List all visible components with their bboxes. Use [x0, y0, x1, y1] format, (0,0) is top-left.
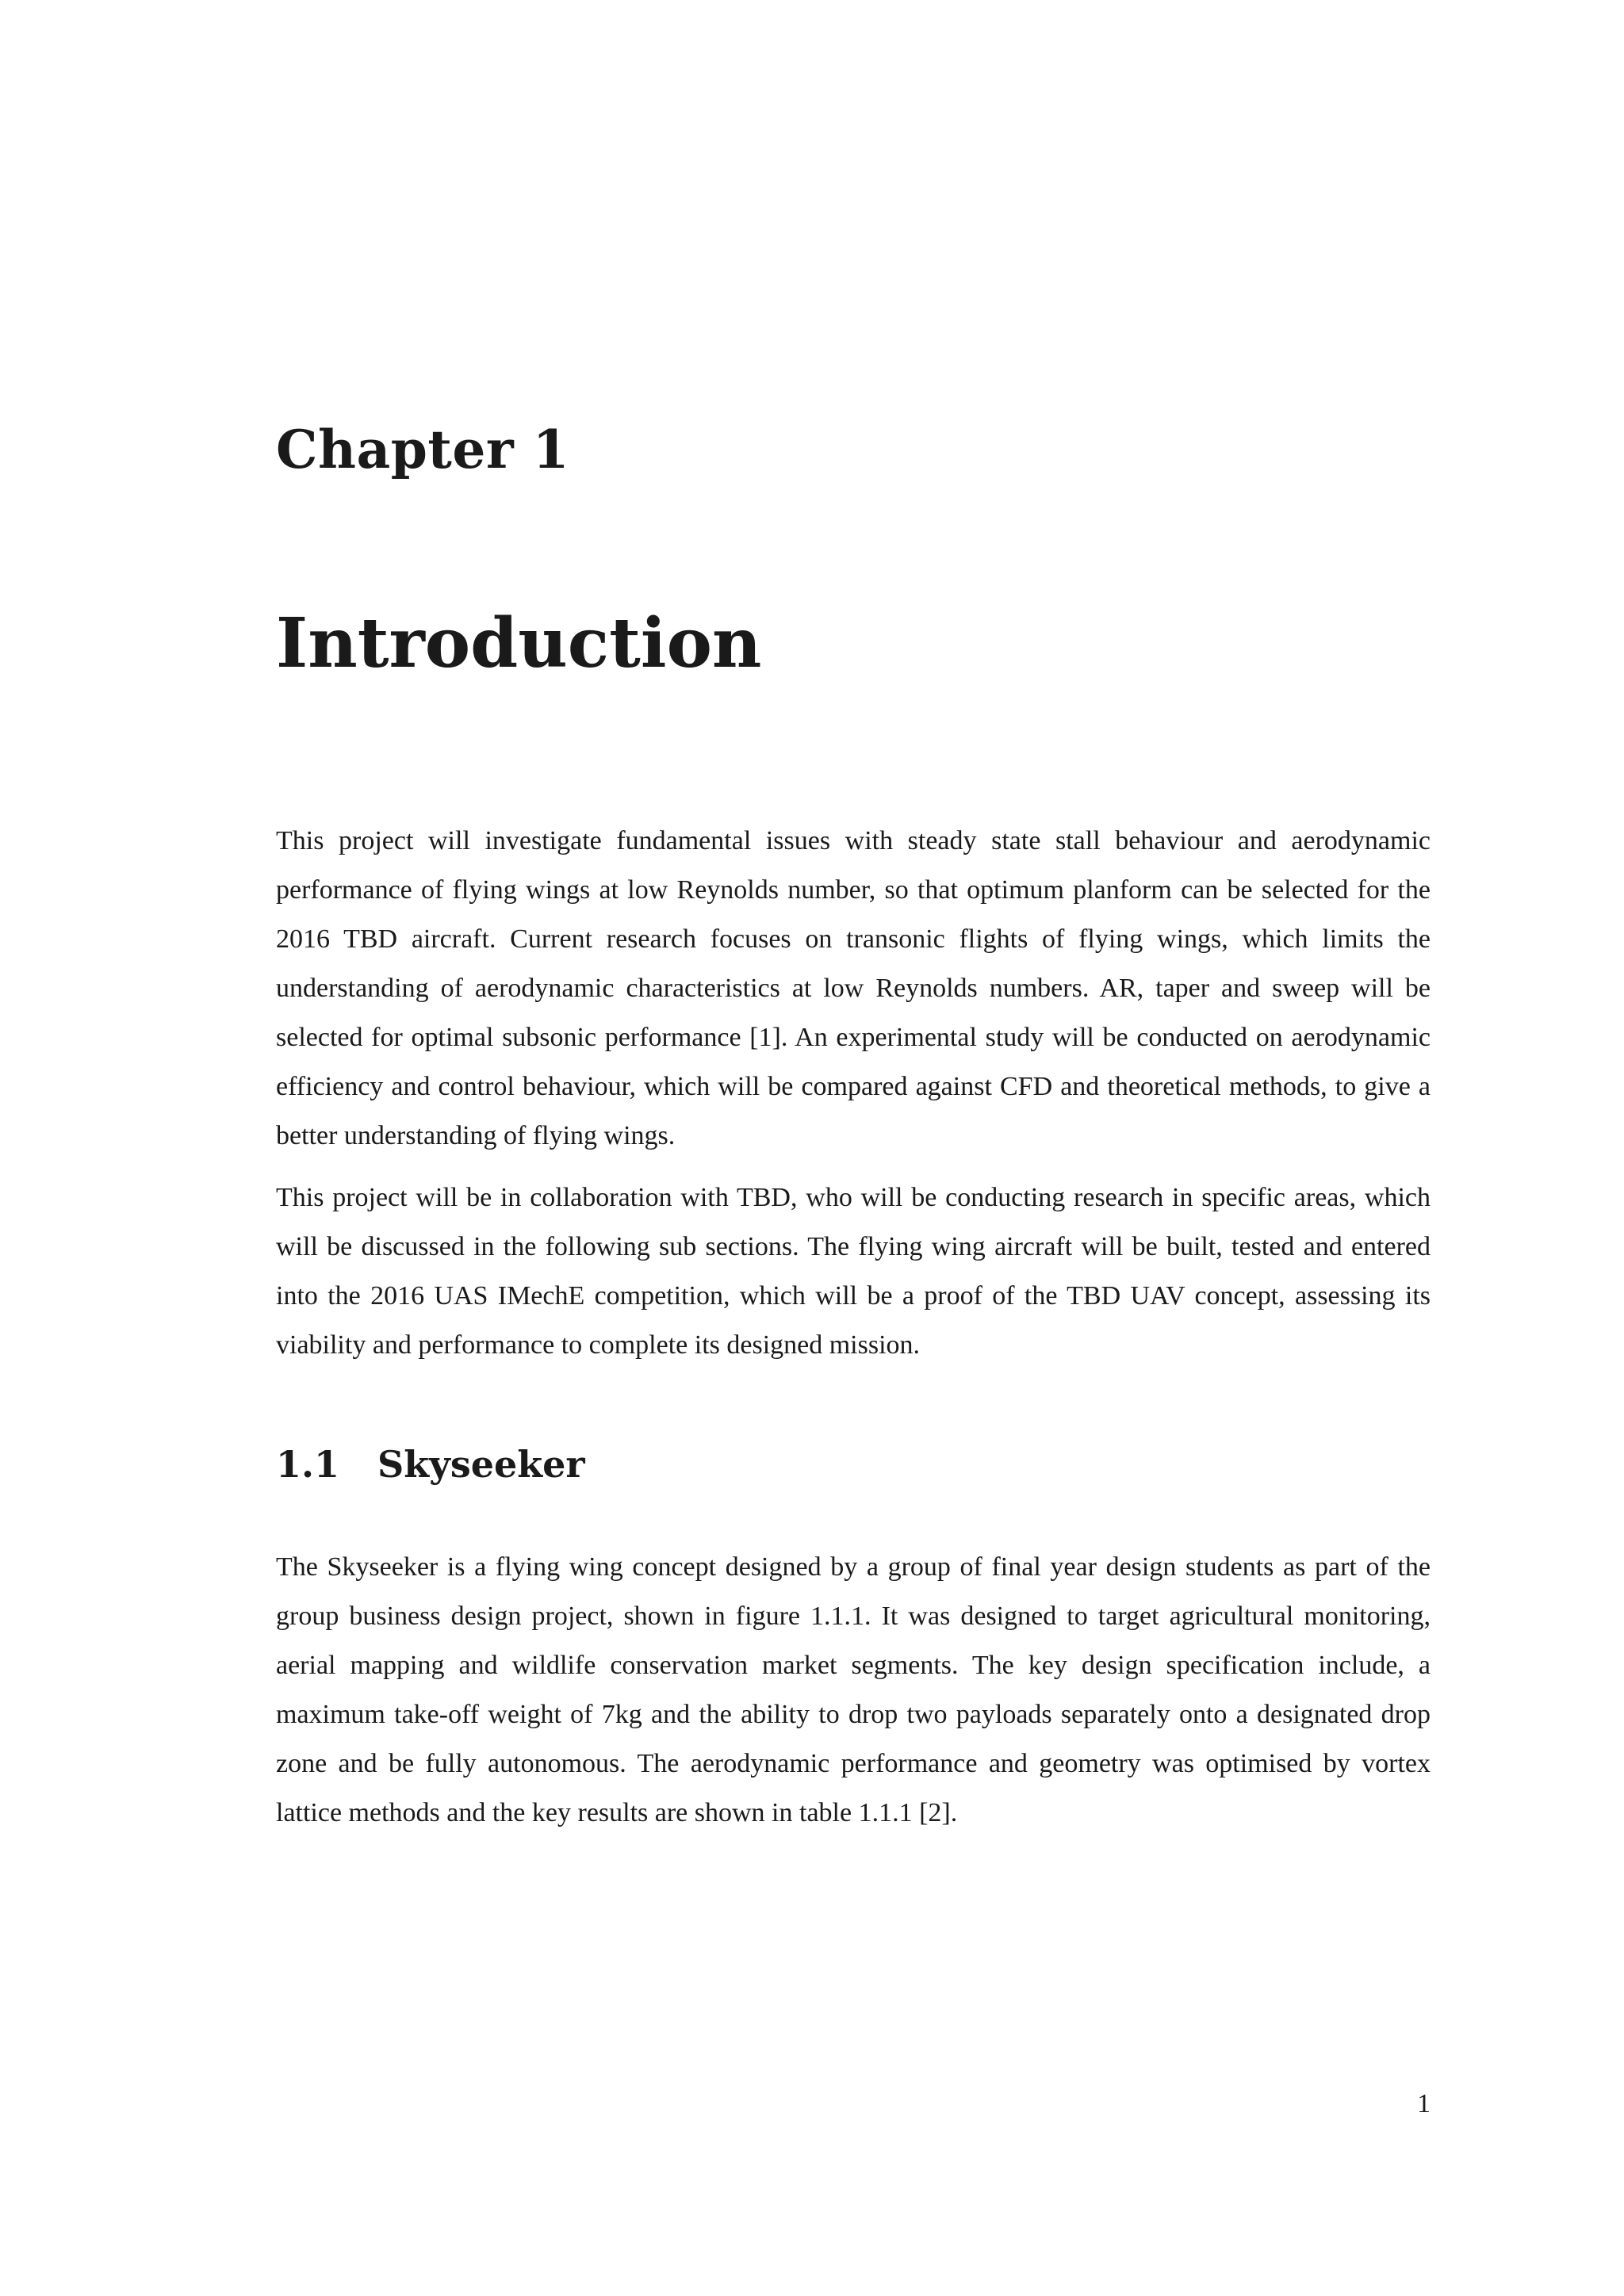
intro-paragraph-1-block — [276, 817, 1431, 1161]
section-title: Skyseeker — [377, 1443, 585, 1486]
intro-paragraph-1: This project will investigate fundamental issues with steady state stall behaviour and aerodynamic performance of flying wings at low Reynolds number, so that optimum planform can be selected for the 2016 TBD aircraft. Current research focuses on transonic flights of flying wings, which limits the understanding of aerodynamic characteristics at low Reynolds numbers. AR, taper and sweep will be selected for optimal subsonic performance [1]. An experimental study will be conducted on aerodynamic efficiency and control behaviour, which will be compared against CFD and theoretical methods, to give a better understanding of flying wings. — [276, 826, 1431, 1150]
intro-paragraph-2: This project will be in collaboration with TBD, who will be conducting research in specific areas, which will be discussed in the following sub sections. The flying wing aircraft will be built, tested and entered into the 2016 UAS IMechE competition, which will be a proof of the TBD UAV concept, assessing its viability and performance to complete its designed mission. — [276, 1183, 1431, 1360]
section-paragraph-block — [276, 1543, 1431, 1838]
section-paragraph: The Skyseeker is a flying wing concept designed by a group of final year design students as part of the group business design project, shown in figure 1.1.1. It was designed to target agricultural monitoring, aerial mapping and wildlife conservation market segments. The key design specification include, a maximum take-off weight of 7kg and the ability to drop two payloads separately onto a designated drop zone and be fully autonomous. The aerodynamic performance and geometry was optimised by vortex lattice methods and the key results are shown in table 1.1.1 [2]. — [276, 1552, 1431, 1827]
section-number: 1.1 — [276, 1443, 340, 1486]
intro-paragraph-2-block — [276, 1173, 1431, 1370]
chapter-label: Chapter 1 — [276, 419, 570, 480]
chapter-title: Introduction — [276, 603, 762, 683]
section-heading — [276, 1443, 585, 1487]
page-number: 1 — [1417, 2089, 1431, 2118]
